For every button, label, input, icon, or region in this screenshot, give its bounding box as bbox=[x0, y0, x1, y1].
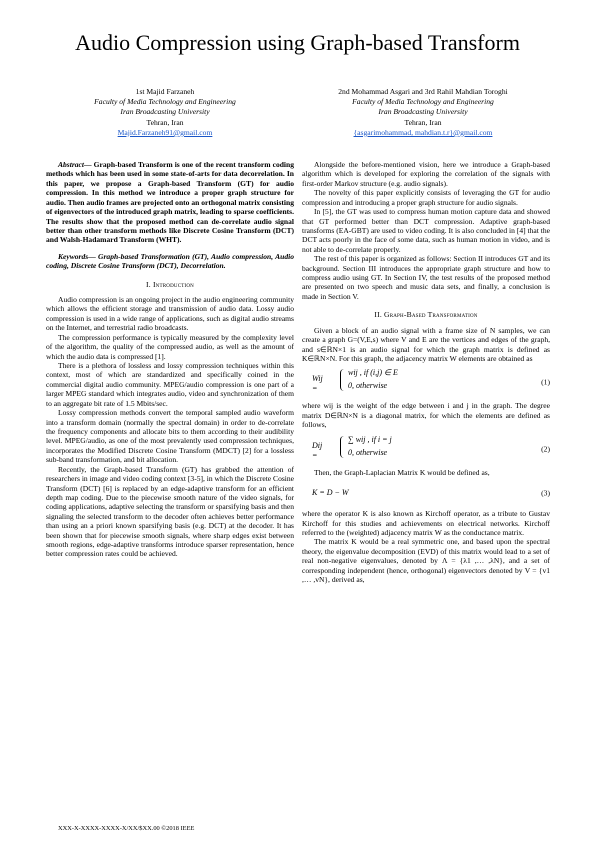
equation-case: wij , if (i,j) ∈ E bbox=[348, 368, 398, 378]
author-location: Tehran, Iran bbox=[404, 117, 442, 127]
author-name: 1st Majid Farzaneh bbox=[135, 87, 195, 96]
copyright-footer: XXX-X-XXXX-XXXX-X/XX/$XX.00 ©2018 IEEE bbox=[58, 825, 195, 832]
paragraph: where the operator K is also known as Kirchoff operator, as a tribute to Gustav Kirchoff for this studies and achievements on electrical networks. Kirchoff referred to the (weighted) adjacency matrix W as the conductance matrix. bbox=[302, 509, 550, 537]
paragraph: Alongside the before-mentioned vision, here we introduce a Graph-based algorithm which is developed for exploring the correlation of the signals with first-order Markov structure (e.g. audio signals). bbox=[302, 160, 550, 188]
author-affiliation: Faculty of Media Technology and Engineering bbox=[94, 97, 236, 107]
paragraph: In [5], the GT was used to compress human motion capture data and showed that GT performed better than DCT compression. Adaptive graph-based transforms (EA-GBT) are used to video coding. It is also concluded in [4] that the DCT acts poorly in the face of some data, such as human motion in video, and is not able to de-correlate properly. bbox=[302, 207, 550, 254]
equation-case: 0, otherwise bbox=[348, 381, 388, 391]
equation-lhs: Wij = bbox=[312, 374, 323, 394]
paragraph: There is a plethora of lossless and lossy compression techniques within this context, most of which are standardized and specifically coined in the commercial digital audio community. MPEG/audio compression is one part of a larger MPEG standard which integrates audio, video and synchronization of them to an aggregate bit rate of 1.5 Mbits/sec. bbox=[46, 361, 294, 408]
equation-brace bbox=[340, 436, 346, 458]
equation-body: K = D − W bbox=[312, 488, 349, 498]
equation-2 bbox=[302, 434, 550, 464]
equation-case: ∑ wij , if i = j bbox=[348, 434, 392, 444]
paragraph: The novelty of this paper explicitly consists of leveraging the GT for audio compression and introducing a proper graph structure for audio signals. bbox=[302, 188, 550, 207]
paragraph: Given a block of an audio signal with a frame size of N samples, we can create a graph G=(V,E,s) where V and E are the vertices and edges of the graph, and s∈ℝN×1 is an audio signal for which the graph matrix is defined as K∈ℝN×N. For this graph, the adjacency matrix W elements are obtained as bbox=[302, 325, 550, 364]
equation-brace bbox=[340, 369, 346, 391]
paragraph: The rest of this paper is organized as follows: Section II introduces GT and its background. Section III introduces the appropriate graph structure and how to compress audio using GT. In Section IV, the test results of the proposed method are presented on two speech and music data sets, and finally, a conclusion is made in Section V. bbox=[302, 254, 550, 301]
author-location: Tehran, Iran bbox=[146, 117, 184, 127]
equation-number: (2) bbox=[541, 443, 550, 453]
paragraph: The compression performance is typically measured by the complexity level of the algorithm, the quality of the compressed audio, as well as the amount of which the audio data is compressed [1]. bbox=[46, 332, 294, 361]
author-institution: Iran Broadcasting University bbox=[120, 107, 210, 117]
paragraph: Then, the Graph-Laplacian Matrix K would be defined as, bbox=[314, 467, 490, 477]
author-email-link[interactable]: {asgarimohammad, mahdian.t.r}@gmail.com bbox=[353, 127, 493, 137]
equation-case: 0, otherwise bbox=[348, 447, 388, 457]
author-name: 2nd Mohammad Asgari and 3rd Rahil Mahdian Toroghi bbox=[338, 87, 508, 96]
left-column bbox=[46, 160, 294, 559]
author-block-2 bbox=[298, 87, 548, 138]
author-institution: Iran Broadcasting University bbox=[378, 107, 468, 117]
section-heading-graph-based-transformation: II. Graph-Based Transformation bbox=[374, 310, 478, 320]
paragraph: Lossy compression methods convert the temporal sampled audio waveform into a transform domain (normally the spectral domain) in order to de-correlate the frequency components and allocate bits to them according to their audibility level. MPEG/audio, as one of the most prevalently used compression techniques, incorporates the Modified Discrete Cosine Transform (MDCT) [2] for a lossless sub-band transformation, and bit allocation. bbox=[46, 408, 294, 465]
author-affiliation: Faculty of Media Technology and Engineering bbox=[352, 97, 494, 107]
paragraph: Recently, the Graph-based Transform (GT) has grabbed the attention of researchers in image and video coding context [3-5], in which the Discrete Cosine Transform (DCT) [6] is replaced by an edge-adaptive transform for an efficient depth map coding. Due to the piecewise smooth nature of the video signals, for coding applications, adaptive selecting the transform or sparsifying basis and then signaling the selected transform to the decoder often achieves better performance than using an a priori known sparsifying basis (e.g. DCT) at the decoder. It has been shown that for piecewise smooth signals, where sharp edges exist between smooth regions, edge-adaptive transforms introduce sparser representation, hence better compression rates could be achieved. bbox=[46, 464, 294, 559]
right-column bbox=[302, 160, 550, 585]
equation-lhs: Dij = bbox=[312, 440, 323, 460]
abstract-text: — Graph-based Transform is one of the recent transform coding methods which has been used in some state-of-arts for data decorrelation. In this paper, we propose a Graph-based Transform (GT) for audio compression. In this method we introduce a proper graph structure for audio. Then audio frames are projected onto an orthogonal matrix consisting of eigenvectors of the introduced graph matrix, leading to sparse coefficients. The results show that the proposed method can de-correlate audio signal better than other transform methods like Discrete Cosine Transform (DCT) and Walsh-Hadamard Transform (WHT). bbox=[46, 160, 294, 245]
author-email-link[interactable]: Majid.Farzaneh91@gmail.com bbox=[117, 127, 213, 137]
author-block-1 bbox=[40, 87, 290, 138]
paragraph: Audio compression is an ongoing project in the audio engineering community which allows the efficient storage and transmission of audio data. Lossy audio compression is used in a wide range of applications, such as digital audio streams on the Internet, and terrestrial radio broadcasts. bbox=[46, 295, 294, 333]
abstract bbox=[46, 160, 294, 245]
abstract-lead: Abstract bbox=[58, 160, 84, 169]
equation-number: (1) bbox=[541, 377, 550, 387]
paragraph: The matrix K would be a real symmetric one, and based upon the spectral theory, the eigenvalue decomposition (EVD) of this matrix would lead to a set of real non-negative eigenvalues, denoted by Λ = {λ1 ,… ,λN}, and a set of corresponding independent (hence, orthogonal) eigenvectors denoted by V = {v1 ,… ,vN}, derived as, bbox=[302, 537, 550, 585]
equation-3 bbox=[302, 485, 550, 501]
section-heading-introduction: I. Introduction bbox=[146, 279, 194, 289]
paragraph: where wij is the weight of the edge between i and j in the graph. The degree matrix D∈ℝN×N is a diagonal matrix, for which the elements are defined as follows, bbox=[302, 401, 550, 430]
paper-title: Audio Compression using Graph-based Transform bbox=[75, 30, 520, 55]
equation-number: (3) bbox=[541, 488, 550, 498]
equation-1 bbox=[302, 367, 550, 397]
keywords: Keywords— Graph-based Transformation (GT), Audio compression, Audio coding, Discrete Cosine Transform (DCT), Decorrelation. bbox=[46, 251, 294, 271]
